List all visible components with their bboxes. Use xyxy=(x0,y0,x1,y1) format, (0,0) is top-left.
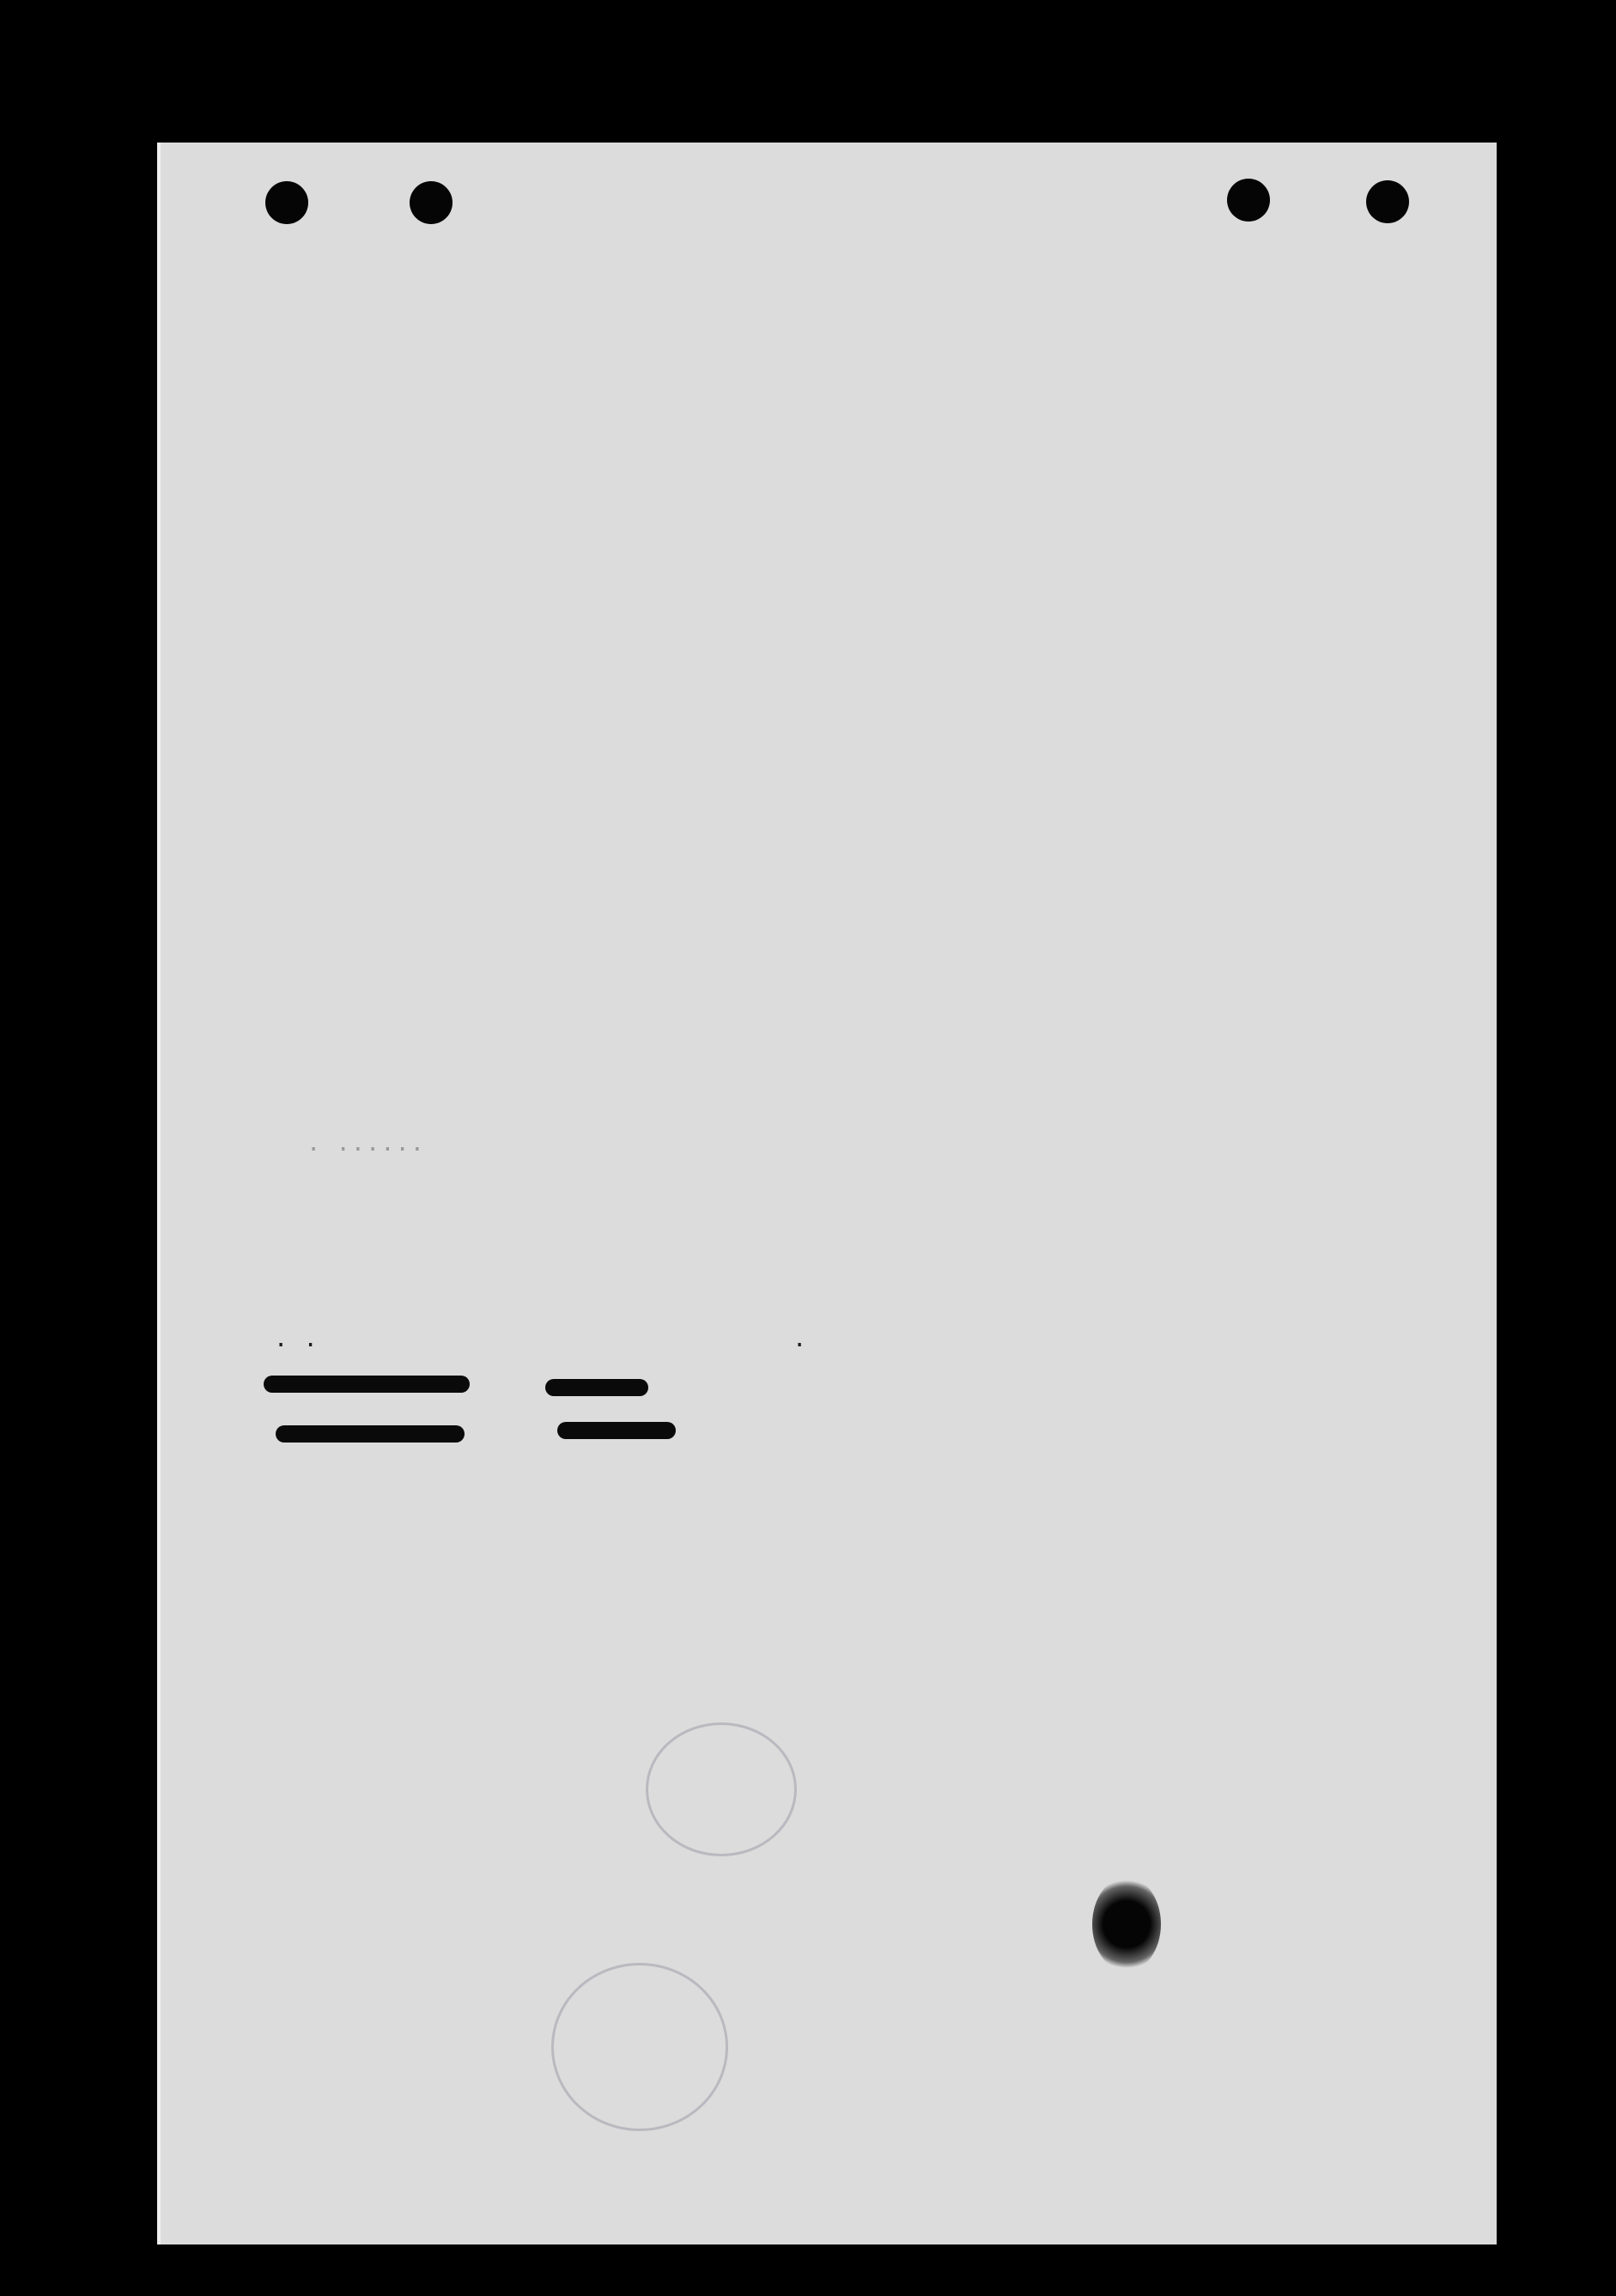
service-stamp xyxy=(551,1963,728,2131)
manifest-page xyxy=(157,143,1497,2244)
obscured-row-17: . . . xyxy=(274,1326,808,1352)
redaction-bar xyxy=(264,1376,470,1393)
punch-hole xyxy=(1227,179,1270,222)
punch-hole xyxy=(410,181,453,224)
redaction-bar xyxy=(545,1379,648,1396)
redaction-bar xyxy=(276,1425,465,1443)
punch-hole xyxy=(265,181,308,224)
redaction-bar xyxy=(557,1422,676,1439)
ink-blot xyxy=(1092,1877,1161,1971)
service-stamp xyxy=(646,1722,797,1856)
obscured-row-13: . ...... xyxy=(307,1130,426,1157)
punch-hole xyxy=(1366,180,1409,223)
